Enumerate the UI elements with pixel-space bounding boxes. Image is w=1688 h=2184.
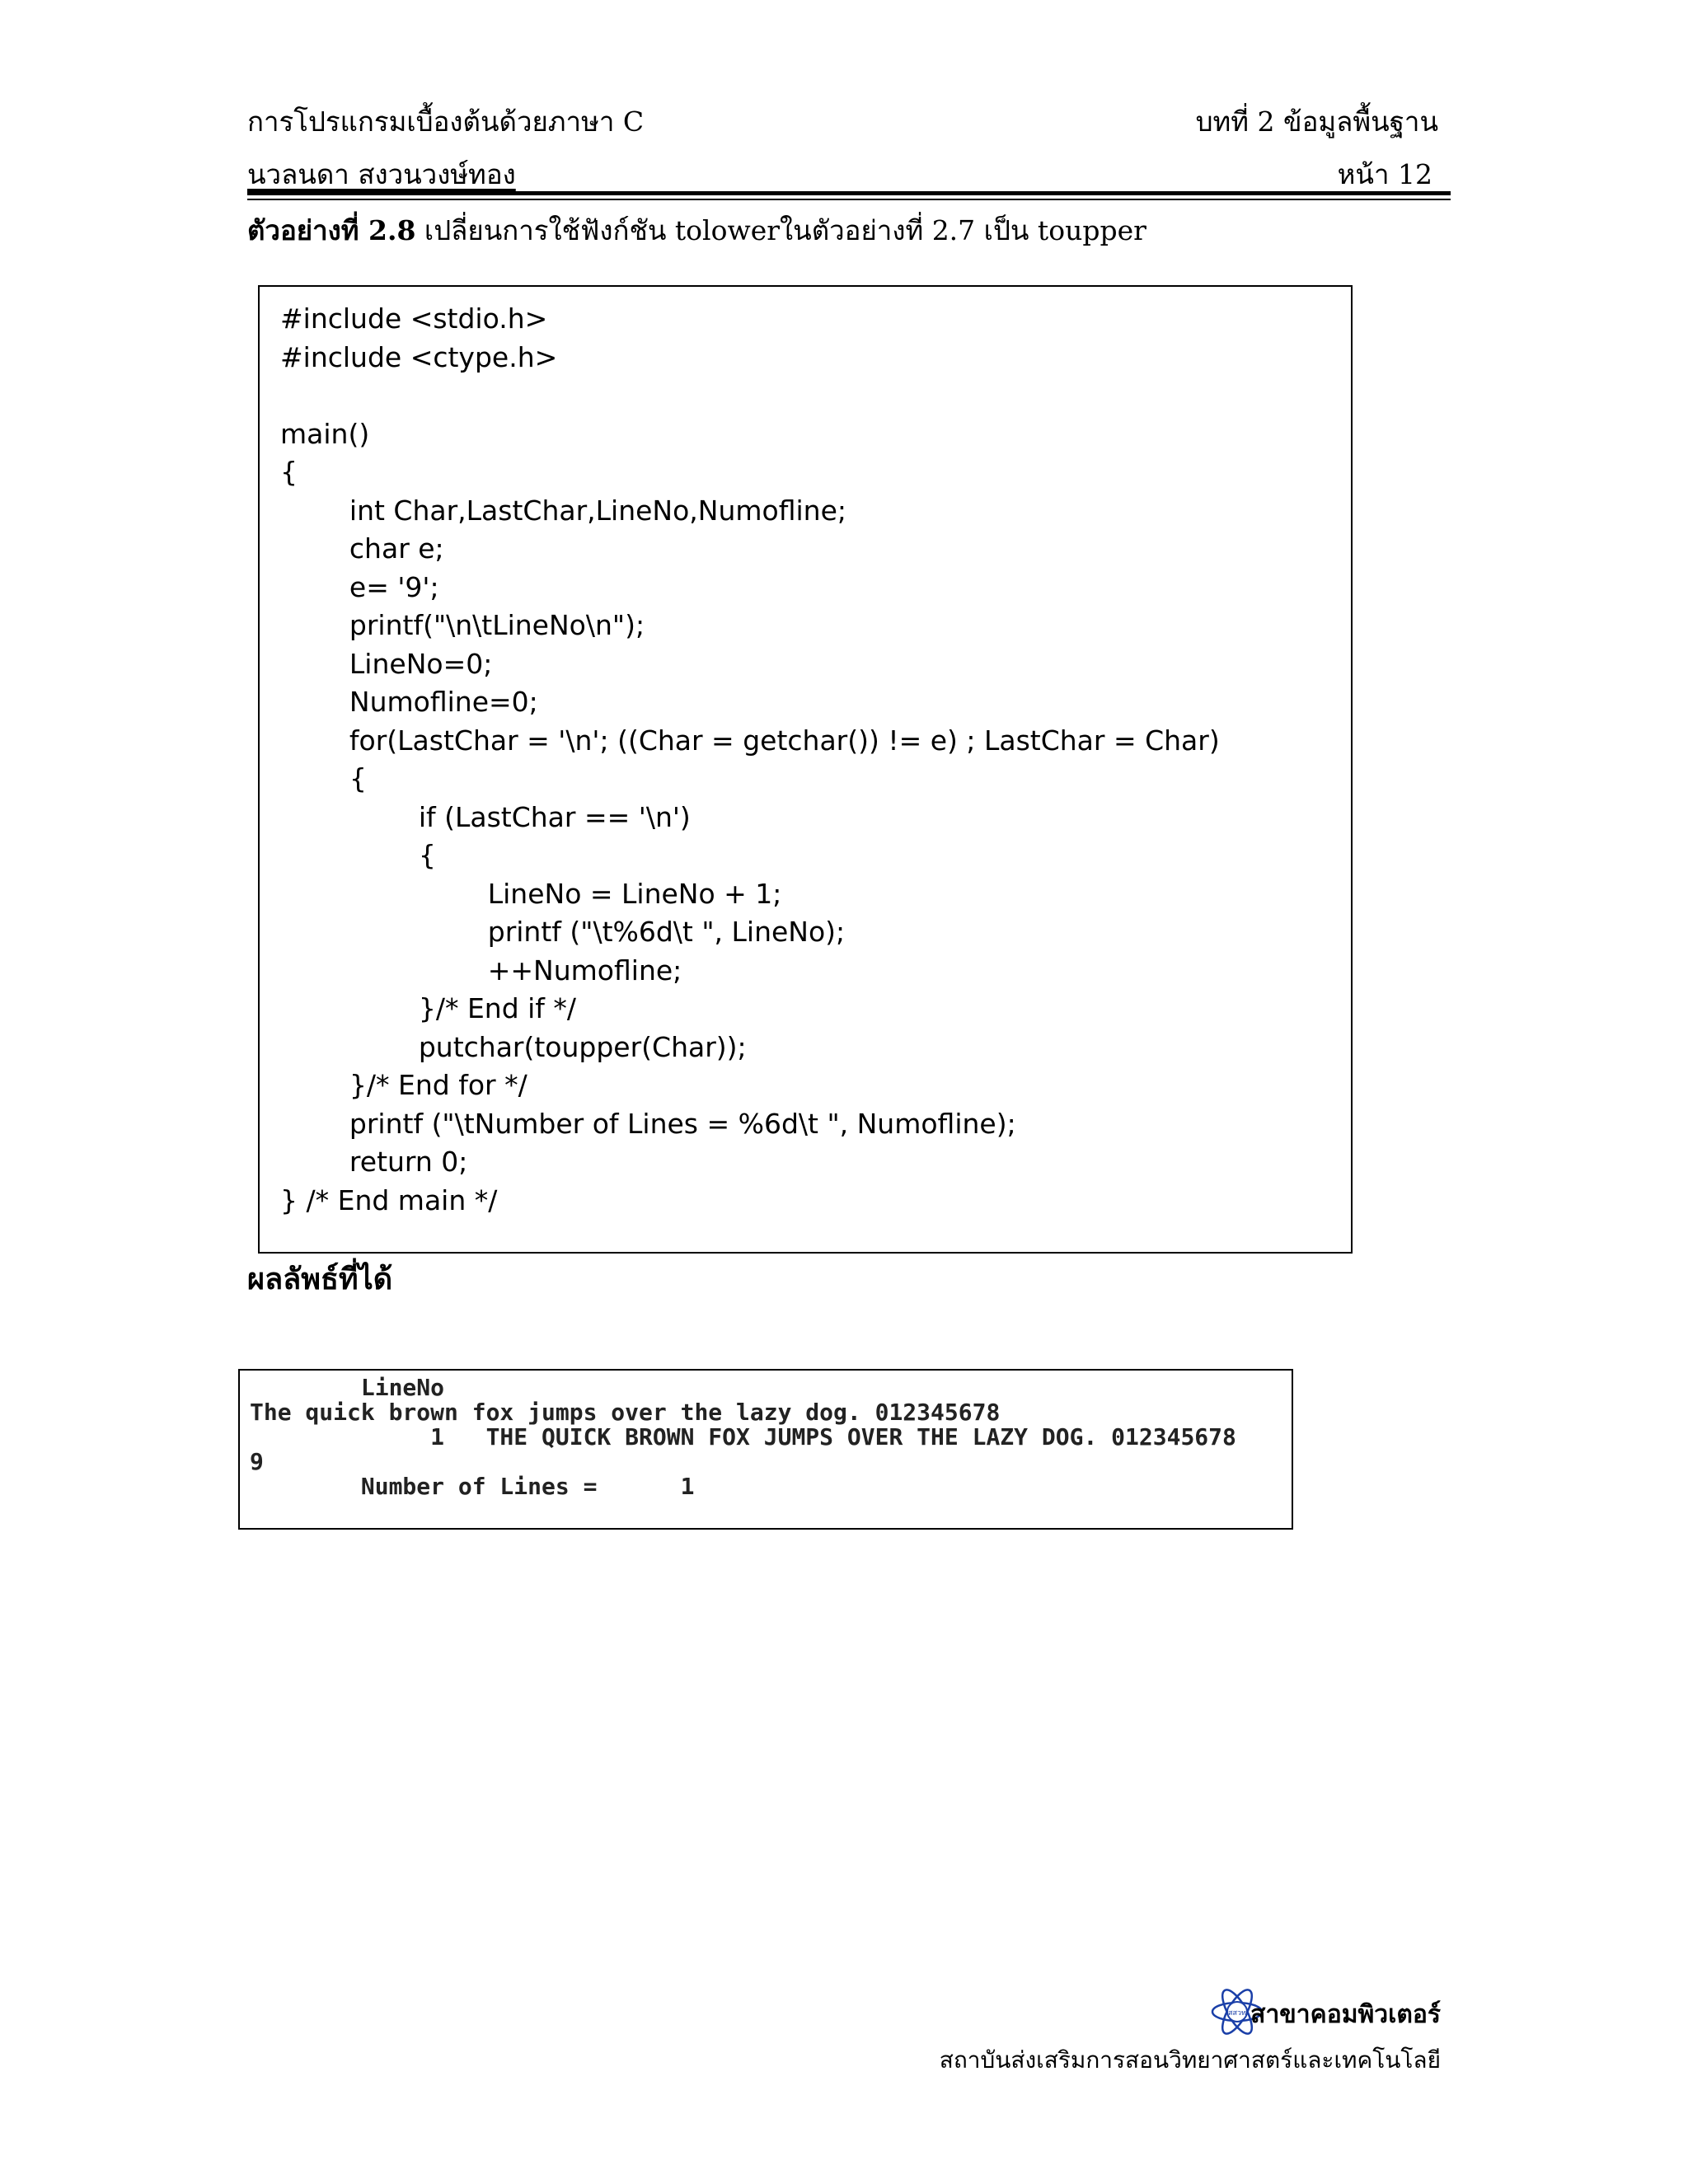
code-line: }/* End for */ (280, 1069, 528, 1101)
code-listing-box (258, 285, 1353, 1254)
console-line: The quick brown fox jumps over the lazy dog. 012345678 (250, 1399, 1001, 1426)
code-line: #include <ctype.h> (280, 340, 558, 373)
header-rule-thick (247, 191, 1451, 195)
code-line: { (280, 762, 367, 794)
console-output (250, 1376, 1236, 1499)
code-line: for(LastChar = '\n'; ((Char = getchar()) != e) ; LastChar = Char) (280, 724, 1220, 757)
console-output-box (238, 1369, 1293, 1530)
example-heading (247, 213, 1146, 249)
code-line: e= '9'; (280, 570, 439, 603)
code-line (280, 377, 1220, 415)
code-line: main() (280, 417, 370, 450)
code-line: printf ("\tNumber of Lines = %6d\t ", Numofline); (280, 1107, 1016, 1140)
code-line: LineNo=0; (280, 647, 493, 680)
chapter-title: บทที่ 2 ข้อมูลพื้นฐาน (1195, 105, 1438, 138)
footer-department: สาขาคอมพิวเตอร์ (1250, 2000, 1441, 2029)
example-label: ตัวอย่างที่ 2.8 (247, 214, 416, 246)
code-line: { (280, 839, 436, 871)
example-description: เปลี่ยนการใช้ฟังก์ชัน tolowerในตัวอย่างที่ 2.7 เป็น toupper (424, 214, 1146, 246)
code-listing (280, 300, 1220, 1220)
code-line: #include <stdio.h> (280, 302, 548, 335)
code-line: if (LastChar == '\n') (280, 800, 691, 833)
code-line: printf("\n\tLineNo\n"); (280, 609, 645, 641)
code-line: return 0; (280, 1146, 468, 1178)
code-line: ++Numofline; (280, 954, 682, 987)
code-line: Numofline=0; (280, 686, 538, 718)
console-line: LineNo (250, 1374, 445, 1401)
page-number: หน้า 12 (1337, 158, 1432, 190)
logo-text: สสวท (1228, 2009, 1246, 2018)
code-line: { (280, 456, 298, 488)
code-line: LineNo = LineNo + 1; (280, 877, 782, 910)
header-rule-thin (247, 199, 1451, 200)
author-name: นวลนดา สงวนวงษ์ทอง (247, 158, 516, 190)
book-title: การโปรแกรมเบื้องต้นด้วยภาษา C (247, 105, 645, 138)
code-line: int Char,LastChar,LineNo,Numofline; (280, 494, 847, 527)
code-line: }/* End if */ (280, 992, 577, 1024)
result-heading: ผลลัพธ์ที่ได้ (247, 1262, 393, 1296)
code-line: putchar(toupper(Char)); (280, 1030, 747, 1063)
console-line: 1 THE QUICK BROWN FOX JUMPS OVER THE LAZY DOG. 012345678 (250, 1423, 1236, 1451)
code-line: } /* End main */ (280, 1183, 498, 1216)
console-line: Number of Lines = 1 (250, 1473, 695, 1500)
code-line: printf ("\t%6d\t ", LineNo); (280, 916, 846, 948)
code-line: char e; (280, 532, 444, 565)
console-line: 9 (250, 1448, 264, 1475)
footer-institute: สถาบันส่งเสริมการสอนวิทยาศาสตร์และเทคโนโลยี (939, 2046, 1441, 2074)
